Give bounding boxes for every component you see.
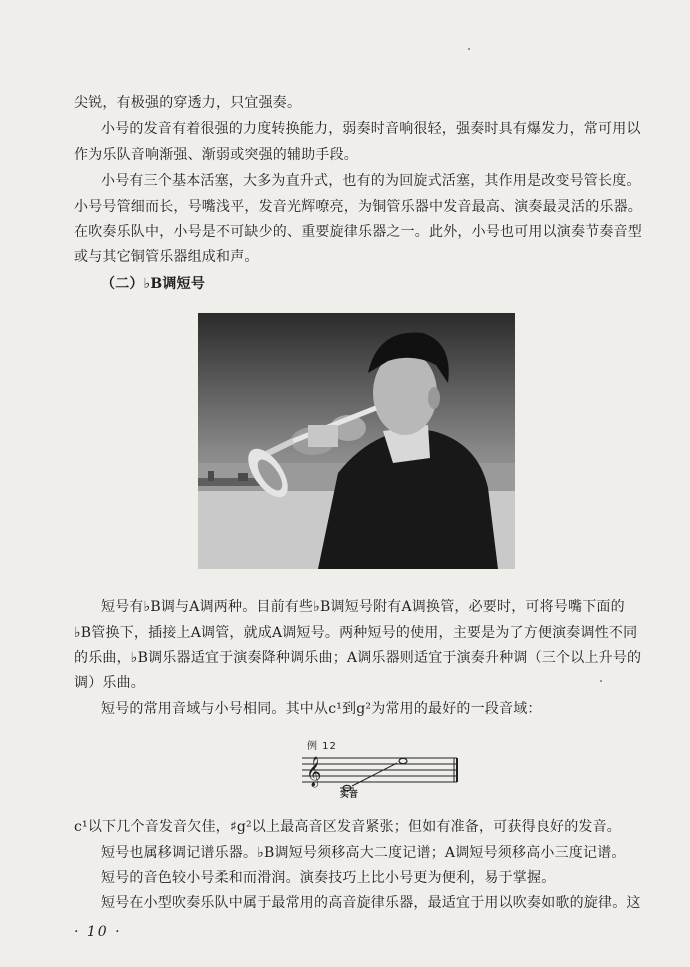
music-staff — [302, 750, 467, 800]
text-line: 尖锐，有极强的穿透力，只宜强奏。 — [74, 95, 302, 111]
photo-illustration — [198, 313, 515, 569]
text-line: 作为乐队音响渐强、渐弱或突强的辅助手段。 — [74, 147, 358, 163]
text-line: 短号的音色较小号柔和而滑润。演奏技巧上比小号更为便利，易于掌握。 — [101, 870, 556, 886]
svg-text:𝄞: 𝄞 — [306, 757, 322, 787]
text-line: ♭B管换下，插接上A调管，就成A调短号。两种短号的使用，主要是为了方便演奏调性不同 — [74, 625, 638, 641]
text-line: 或与其它铜管乐器组成和声。 — [74, 249, 259, 265]
text-line: 小号号管细而长，号嘴浅平，发音光辉嘹亮，为铜管乐器中发音最高、演奏最灵活的乐器。 — [74, 199, 642, 215]
text-line: 短号的常用音域与小号相同。其中从c¹到g²为常用的最好的一段音域： — [101, 701, 542, 717]
text-line: 短号也属移调记谱乐器。♭B调短号须移高大二度记谱；A调短号须移高小三度记谱。 — [101, 845, 626, 861]
text-line: 在吹奏乐队中，小号是不可缺少的、重要旋律乐器之一。此外，小号也可用以演奏节奏音型 — [74, 224, 642, 240]
text-line: 短号有♭B调与A调两种。目前有些♭B调短号附有A调换管，必要时，可将号嘴下面的 — [101, 599, 625, 615]
example-label: 例 12 — [307, 741, 337, 752]
text-line: 小号有三个基本活塞，大多为直升式，也有的为回旋式活塞，其作用是改变号管长度。 — [101, 173, 641, 189]
text-line: 的乐曲，♭B调乐器适宜于演奏降种调乐曲；A调乐器则适宜于演奏升种调（三个以上升号的 — [74, 650, 642, 666]
staff-label: 实音 — [340, 790, 359, 800]
paper-speck — [600, 680, 602, 682]
paper-speck — [468, 48, 470, 50]
page-number: · 10 · — [74, 924, 122, 940]
text-line: 短号在小型吹奏乐队中属于最常用的高音旋律乐器，最适宜于用以吹奏如歌的旋律。这 — [101, 895, 641, 911]
trumpet-player-photo — [198, 313, 515, 569]
text-line: 小号的发音有着很强的力度转换能力，弱奏时音响很轻，强奏时具有爆发力，常可用以 — [101, 121, 641, 137]
section-heading: （二）♭B调短号 — [101, 276, 206, 292]
text-line: 调）乐曲。 — [74, 675, 145, 691]
text-line: c¹以下几个音发音欠佳，♯g²以上最高音区发音紧张；但如有准备，可获得良好的发音。 — [74, 819, 621, 835]
